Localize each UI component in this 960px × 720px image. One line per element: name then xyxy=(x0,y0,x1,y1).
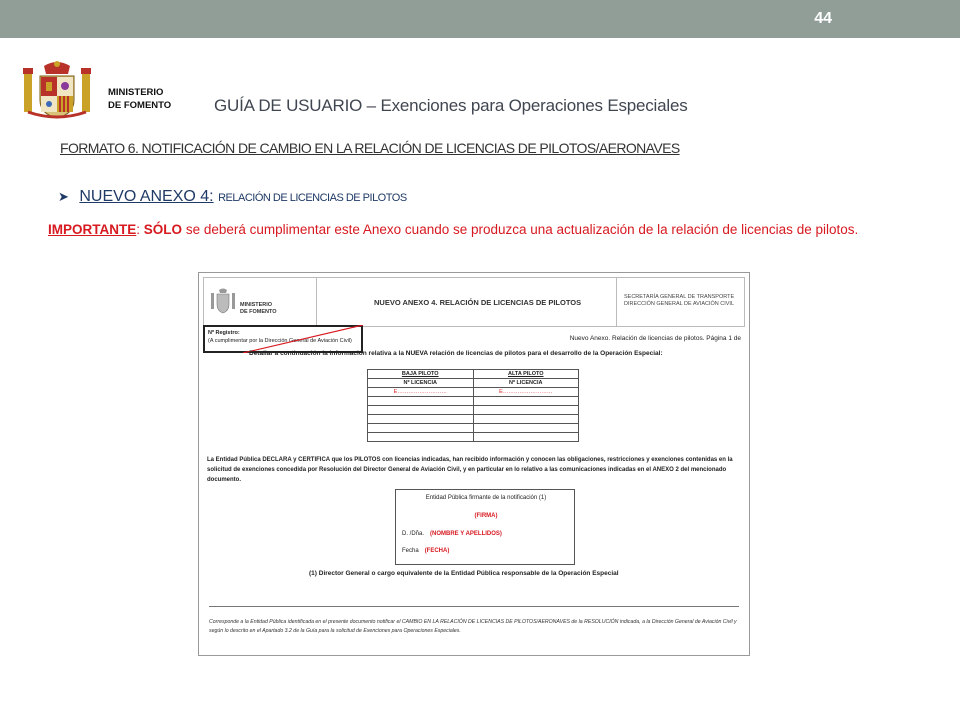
page-title: GUÍA DE USUARIO – Exenciones para Operaciones Especiales xyxy=(214,96,688,115)
table-cell xyxy=(473,433,579,442)
table-cell xyxy=(368,433,474,442)
table-row xyxy=(368,433,579,442)
detail-bold: NUEVA xyxy=(405,350,428,357)
detail-instructions xyxy=(249,350,663,357)
subheader-baja: Nº LICENCIA xyxy=(368,379,474,388)
date-line xyxy=(402,548,449,554)
registry-note: (A cumplimentar por la Dirección General de Aviación Civil) xyxy=(208,338,352,344)
header-divider xyxy=(316,278,317,326)
example-baja: E……………………… xyxy=(368,388,474,397)
form-ministry-line-2: DE FOMENTO xyxy=(240,309,277,315)
secretaria-line-1: SECRETARÍA GENERAL DE TRANSPORTE xyxy=(624,294,735,300)
ministry-logo-text xyxy=(108,86,171,112)
form-header-title: NUEVO ANEXO 4. RELACIÓN DE LICENCIAS DE PILOTOS xyxy=(374,298,582,307)
top-bar xyxy=(0,0,960,38)
form-secretaria xyxy=(624,294,734,308)
ministry-line-1: MINISTERIO xyxy=(108,87,164,98)
table-cell xyxy=(368,397,474,406)
annex-heading xyxy=(58,188,407,206)
dona-value: (NOMBRE Y APELLIDOS) xyxy=(430,531,502,537)
annex-form-image xyxy=(198,272,750,656)
table-row xyxy=(368,415,579,424)
important-note xyxy=(48,220,918,239)
secretaria-line-2: DIRECCIÓN GENERAL DE AVIACIÓN CIVIL xyxy=(624,301,735,307)
format-subtitle: FORMATO 6. NOTIFICACIÓN DE CAMBIO EN LA RELACIÓN DE LICENCIAS DE PILOTOS/AERONAVES xyxy=(60,140,680,156)
form-coat-of-arms-icon xyxy=(210,288,236,314)
red-slash-mark xyxy=(203,325,363,353)
form-ministry-line-1: MINISTERIO xyxy=(240,302,273,308)
table-cell xyxy=(368,415,474,424)
fecha-label: Fecha xyxy=(402,548,419,554)
important-label: IMPORTANTE xyxy=(48,222,137,237)
detail-post: relación de licencias de pilotos para el desarrollo de la Operación Especial: xyxy=(429,350,663,357)
table-row xyxy=(368,406,579,415)
separator-line xyxy=(209,606,739,607)
detail-pre: Detallar a continuación la información relativa a la xyxy=(249,350,404,357)
subheader-alta: Nº LICENCIA xyxy=(473,379,579,388)
name-line xyxy=(402,531,502,537)
important-solo: SÓLO xyxy=(143,222,183,237)
table-cell xyxy=(473,424,579,433)
coat-of-arms-logo xyxy=(22,60,92,120)
header-baja: BAJA PILOTO xyxy=(368,370,474,379)
annex-title: NUEVO ANEXO 4: xyxy=(79,188,214,205)
form-ministry xyxy=(240,302,277,316)
annex-subtitle: RELACIÓN DE LICENCIAS DE PILOTOS xyxy=(218,192,407,204)
form-header xyxy=(203,277,745,327)
important-text: se deberá cumplimentar este Anexo cuando se produzca una actualización de la relación de licencias de pilotos. xyxy=(185,222,859,237)
signature-box xyxy=(395,489,575,565)
header-divider xyxy=(616,278,617,326)
table-row xyxy=(368,397,579,406)
table-cell xyxy=(368,424,474,433)
table-cell xyxy=(473,415,579,424)
arrow-bullet-icon: ➤ xyxy=(58,189,69,204)
declaration-text: La Entidad Pública DECLARA y CERTIFICA que los PILOTOS con licencias indicadas, han recibido información y conocen las obligaciones, restricciones y exenciones contenidas en la solicitud de exenciones concedida por Resolución del Director General de Aviación Civil, y en particular en lo relativo a las comunicaciones indicadas en el ANEXO 2 del mencionado documento. xyxy=(207,457,733,483)
registry-label: Nº Registro: xyxy=(208,330,240,336)
fine-print: Corresponde a la Entidad Pública identificada en el presente documento notificar el CAMBIO EN LA RELACIÓN DE LICENCIAS DE PILOTOS/AERONAVES de la RESOLUCIÓN indicada, a la Dirección General de Aviación Civil y según lo descrito en el Apartado 3.2 de la Guía para la solicitud de Exenciones para Operaciones Especiales. xyxy=(209,619,737,634)
table-cell xyxy=(473,406,579,415)
entity-title: Entidad Pública firmante de la notificación (1) xyxy=(425,495,547,501)
page-note: Nuevo Anexo. Relación de licencias de pilotos. Página 1 de xyxy=(569,335,741,342)
table-cell xyxy=(473,397,579,406)
example-alta: E……………………… xyxy=(473,388,579,397)
important-colon: : xyxy=(136,222,141,237)
header-alta: ALTA PILOTO xyxy=(473,370,579,379)
table-subheader-row xyxy=(368,379,579,388)
table-row xyxy=(368,424,579,433)
page-number: 44 xyxy=(814,10,832,27)
fecha-value: (FECHA) xyxy=(424,548,450,554)
pilot-licenses-table xyxy=(367,369,579,442)
ministry-line-2: DE FOMENTO xyxy=(108,100,172,111)
table-header-row xyxy=(368,370,579,379)
table-cell xyxy=(368,406,474,415)
firma-placeholder: (FIRMA) xyxy=(474,513,498,519)
footnote: (1) Director General o cargo equivalente de la Entidad Pública responsable de la Operación Especial xyxy=(309,570,619,577)
dona-label: D. /Dña. xyxy=(402,531,425,537)
table-row xyxy=(368,388,579,397)
